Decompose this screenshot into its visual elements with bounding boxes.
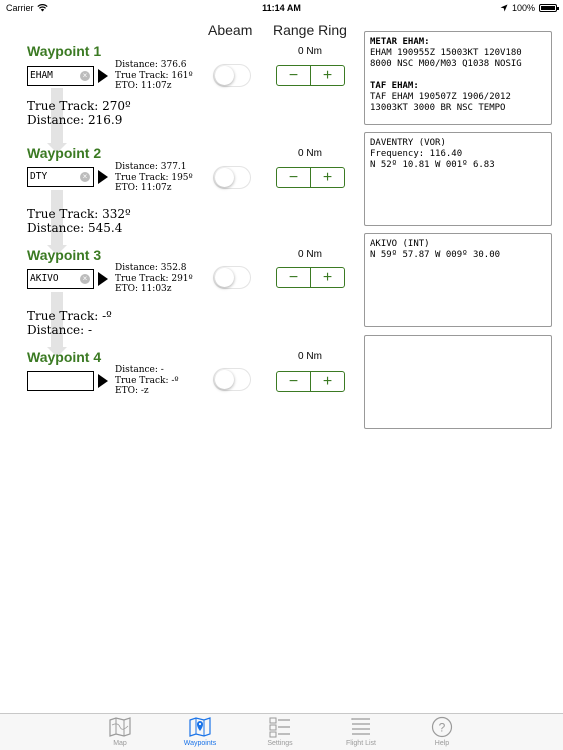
flight-list-icon bbox=[349, 716, 373, 738]
battery-percent: 100% bbox=[511, 3, 535, 13]
clear-icon[interactable]: × bbox=[80, 274, 90, 284]
waypoint-2-ring-value: 0 Nm bbox=[298, 148, 322, 159]
tab-waypoints[interactable] bbox=[160, 714, 240, 750]
waypoint-2-code: DTY bbox=[30, 171, 48, 182]
leg-3-distance: Distance: - bbox=[27, 323, 93, 337]
waypoint-1-code: EHAM bbox=[30, 70, 53, 81]
increment-button[interactable]: + bbox=[322, 67, 333, 84]
settings-list-icon bbox=[268, 716, 292, 738]
battery-icon bbox=[539, 4, 557, 12]
leg-2-distance: Distance: 545.4 bbox=[27, 221, 123, 235]
waypoint-1-distance: Distance: 376.6 bbox=[115, 60, 187, 70]
waypoint-2-distance: Distance: 377.1 bbox=[115, 162, 187, 172]
waypoint-4-abeam-toggle[interactable] bbox=[213, 368, 251, 391]
tab-help-label: Help bbox=[434, 740, 450, 747]
waypoint-1-go-arrow-icon[interactable] bbox=[98, 69, 108, 83]
waypoint-3-input[interactable] bbox=[27, 269, 94, 289]
taf-title: TAF EHAM: bbox=[370, 81, 419, 91]
waypoint-1-range-stepper[interactable] bbox=[276, 65, 345, 86]
waypoint-1-title: Waypoint 1 bbox=[27, 43, 102, 59]
waypoint-4-eto: ETO: -z bbox=[115, 386, 149, 396]
waypoint-2-title: Waypoint 2 bbox=[27, 145, 102, 161]
tab-flight-list[interactable] bbox=[321, 714, 401, 750]
detail-line: N 59º 57.87 W 009º 30.00 bbox=[370, 250, 501, 260]
waypoint-2-go-arrow-icon[interactable] bbox=[98, 170, 108, 184]
waypoint-3-distance: Distance: 352.8 bbox=[115, 263, 187, 273]
clear-icon[interactable]: × bbox=[80, 71, 90, 81]
waypoint-4-distance: Distance: - bbox=[115, 365, 164, 375]
detail-line: DAVENTRY (VOR) bbox=[370, 138, 446, 148]
increment-button[interactable]: + bbox=[322, 373, 333, 390]
leg-3-true-track: True Track: -º bbox=[27, 309, 112, 323]
tab-help[interactable] bbox=[402, 714, 482, 750]
waypoint-4-go-arrow-icon[interactable] bbox=[98, 374, 108, 388]
waypoint-2-true-track: True Track: 195º bbox=[115, 172, 193, 183]
waypoint-4-ring-value: 0 Nm bbox=[298, 351, 322, 362]
help-icon bbox=[430, 716, 454, 738]
waypoint-2-detail-box bbox=[364, 132, 552, 226]
decrement-button[interactable]: − bbox=[277, 66, 311, 85]
tab-waypoints-label: Waypoints bbox=[183, 740, 217, 747]
taf-line: TAF EHAM 190507Z 1906/2012 bbox=[370, 92, 511, 102]
leg-3-info bbox=[27, 309, 112, 337]
metar-title: METAR EHAM: bbox=[370, 37, 430, 47]
waypoint-4-title: Waypoint 4 bbox=[27, 349, 102, 365]
tab-flight-list-label: Flight List bbox=[346, 740, 376, 747]
tab-settings[interactable] bbox=[240, 714, 320, 750]
leg-1-true-track: True Track: 270º bbox=[27, 99, 131, 113]
taf-line: 13003KT 3000 BR NSC TEMPO bbox=[370, 103, 506, 113]
leg-2-true-track: True Track: 332º bbox=[27, 207, 131, 221]
waypoint-2-range-stepper[interactable] bbox=[276, 167, 345, 188]
location-arrow-icon bbox=[500, 4, 508, 12]
decrement-button[interactable]: − bbox=[277, 372, 311, 391]
clear-icon[interactable]: × bbox=[80, 172, 90, 182]
clock: 11:14 AM bbox=[262, 3, 301, 13]
waypoint-1-abeam-toggle[interactable] bbox=[213, 64, 251, 87]
range-ring-header: Range Ring bbox=[273, 22, 347, 38]
status-bar bbox=[0, 0, 563, 16]
waypoint-3-eto: ETO: 11:03z bbox=[115, 284, 172, 294]
leg-2-info bbox=[27, 207, 131, 235]
waypoint-3-detail-box bbox=[364, 233, 552, 327]
waypoint-3-info bbox=[115, 263, 193, 295]
waypoints-map-pin-icon bbox=[188, 716, 212, 738]
waypoint-4-true-track: True Track: -º bbox=[115, 375, 179, 386]
waypoint-1-eto: ETO: 11:07z bbox=[115, 81, 172, 91]
detail-line: Frequency: 116.40 bbox=[370, 149, 463, 159]
tab-map[interactable] bbox=[80, 714, 160, 750]
carrier-label: Carrier bbox=[6, 3, 34, 13]
waypoint-3-ring-value: 0 Nm bbox=[298, 249, 322, 260]
waypoint-1-true-track: True Track: 161º bbox=[115, 70, 193, 81]
increment-button[interactable]: + bbox=[322, 169, 333, 186]
decrement-button[interactable]: − bbox=[277, 168, 311, 187]
metar-line: EHAM 190955Z 15003KT 120V180 bbox=[370, 48, 522, 58]
tab-bar bbox=[0, 713, 563, 750]
waypoint-2-abeam-toggle[interactable] bbox=[213, 166, 251, 189]
detail-line: N 52º 10.81 W 001º 6.83 bbox=[370, 160, 495, 170]
waypoint-4-range-stepper[interactable] bbox=[276, 371, 345, 392]
increment-button[interactable]: + bbox=[322, 269, 333, 286]
waypoint-3-range-stepper[interactable] bbox=[276, 267, 345, 288]
decrement-button[interactable]: − bbox=[277, 268, 311, 287]
map-icon bbox=[108, 716, 132, 738]
tab-settings-label: Settings bbox=[267, 740, 293, 747]
waypoint-4-input[interactable] bbox=[27, 371, 94, 391]
abeam-header: Abeam bbox=[208, 22, 253, 38]
waypoint-4-detail-box bbox=[364, 335, 552, 429]
waypoint-4-info bbox=[115, 365, 179, 397]
waypoint-1-info bbox=[115, 60, 193, 92]
waypoint-3-abeam-toggle[interactable] bbox=[213, 266, 251, 289]
waypoint-2-input[interactable] bbox=[27, 167, 94, 187]
tab-map-label: Map bbox=[113, 740, 127, 747]
waypoint-2-eto: ETO: 11:07z bbox=[115, 183, 172, 193]
waypoint-3-title: Waypoint 3 bbox=[27, 247, 102, 263]
leg-1-distance: Distance: 216.9 bbox=[27, 113, 123, 127]
metar-taf-box bbox=[364, 31, 552, 125]
metar-line: 8000 NSC M00/M03 Q1038 NOSIG bbox=[370, 59, 522, 69]
leg-1-info bbox=[27, 99, 131, 127]
waypoint-3-code: AKIVO bbox=[30, 273, 59, 284]
waypoint-2-info bbox=[115, 162, 193, 194]
waypoint-3-true-track: True Track: 291º bbox=[115, 273, 193, 284]
svg-text:?: ? bbox=[438, 720, 446, 735]
waypoint-3-go-arrow-icon[interactable] bbox=[98, 272, 108, 286]
waypoint-1-input[interactable] bbox=[27, 66, 94, 86]
detail-line: AKIVO (INT) bbox=[370, 239, 430, 249]
waypoint-1-ring-value: 0 Nm bbox=[298, 46, 322, 57]
